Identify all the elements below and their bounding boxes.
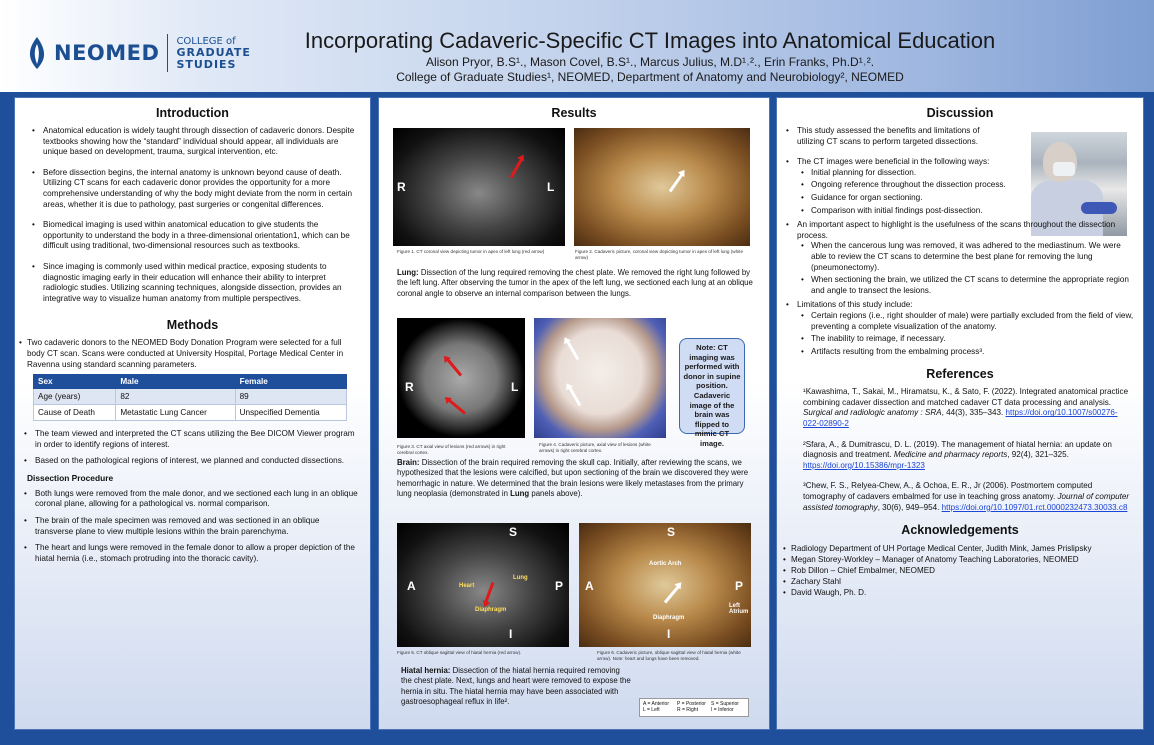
legend-item: P = Posterior [677,701,706,707]
poster-header [0,0,1154,92]
orientation-label-r: R [397,180,406,194]
orientation-label-a: A [585,579,594,593]
hernia-text: Dissection of the hiatal hernia required removing the chest plate. Next, lungs and heart were removed to expose the hernia in situ. The hiatal hernia may have been associated with gastroesophageal reflux in life². [401,666,631,707]
orientation-label-i: I [509,627,513,641]
logo-divider [167,34,168,72]
logo-line-3: STUDIES [176,57,237,71]
reference-link[interactable]: https://doi.org/10.1007/s00276-022-02890-2 [803,408,1118,429]
list-item [777,157,1135,216]
figure-4-caption: Figure 4. Cadaveric picture, axial view of lesions (white arrows) in right cerebral cortex. [539,442,651,453]
white-arrow-icon [664,585,680,604]
list-item [777,220,1135,296]
legend-item: A = Anterior [643,701,669,707]
list-item: • Before dissection begins, the internal anatomy is unknown beyond cause of death. Utilizing CT scans for each cadaveric donor provides the opportunity for a more comprehensive understanding of why the body might deviate from the norm in certain areas, whether it is due to pathology, past surgeries or congenital differences. [23,168,356,210]
limits-lead: Limitations of this study include: [797,300,913,310]
figure-5-caption: Figure 5. CT oblique sagittal view of hiatal hernia (red arrow). [397,650,522,655]
orientation-legend [639,698,749,717]
poster-authors [200,55,1100,85]
list-item: • Anatomical education is widely taught through dissection of cadaveric donors. Despite textbooks showing how the “standard” individual should appear, all individuals are unique based on development, trauma, surgical intervention, etc. [23,126,356,158]
list-item: • Based on the pathological regions of interest, we planned and conducted dissections. [15,456,360,467]
affiliation-list: College of Graduate Studies¹, NEOMED, Department of Anatomy and Neurobiology², NEOMED [396,70,904,84]
orientation-label-s: S [667,525,676,539]
table-row [34,389,347,405]
figure-6-caption: Figure 6. Cadaveric picture, oblique sagittal view of hiatal hernia (white arrow). Note: heart and lungs have been removed. [597,650,741,661]
list-item: • Both lungs were removed from the male donor, and we sectioned each lung in an oblique coronal plane, allowing for a pathological vs. normal comparison. [15,489,358,510]
figure-3-caption: Figure 3. CT axial view of lesions (red arrows) in right cerebral cortex. [397,444,506,455]
hernia-paragraph [401,666,631,708]
brain-text-end: panels above). [529,489,583,499]
list-item: • Ongoing reference throughout the dissection process. [777,180,1013,191]
figure-1-caption: Figure 1. CT coronal view depicting tumor in apex of left lung (red arrow) [397,249,545,254]
cadaver-hernia-image [579,523,751,647]
orientation-label-l: L [511,380,519,394]
reference-text: ¹Kawashima, T., Sakai, M., Hiramatsu, K., & Sato, F. (2022). Integrated anatomical practice combining cadaver dissection and matched cadaver CT data processing and analysis. [803,387,1129,407]
orientation-label-r: R [405,380,414,394]
orientation-label-p: P [735,579,744,593]
aspect-sublist [777,241,1135,296]
flame-logo-icon [26,36,48,70]
logo-name: NEOMED [54,41,160,65]
methods-heading: Methods [166,318,219,333]
legend-item: I = Inferior [711,707,734,714]
orientation-label-i: I [667,627,671,641]
table-cell: Metastatic Lung Cancer [116,405,235,421]
red-arrow-icon [510,158,524,179]
table-header: Male [116,375,235,389]
list-item: • Megan Storey-Workley – Manager of Anatomy Teaching Laboratories, NEOMED [779,554,1143,565]
acknowledgements-list [777,543,1143,598]
reference-journal: Journal of computer assisted tomography [803,492,1130,512]
ct-axial-brain-image [397,318,525,438]
reference-link[interactable]: https://doi.org/10.15386/mpr-1323 [803,460,925,470]
discussion-list [777,126,1143,357]
figure-2-caption: Figure 2. Cadaveric picture, coronal view depicting tumor in apex of left lung (white arrow) [575,249,744,260]
red-arrow-icon [484,582,494,604]
list-item: • Radiology Department of UH Portage Medical Center, Judith Mink, James Prislipsky [779,543,1143,554]
reference-journal: Surgical and radiologic anatomy : SRA [803,408,942,418]
results-column [378,97,770,730]
lung-label: Lung: [397,268,419,277]
table-row [34,405,347,421]
table-header-row [34,375,347,389]
ct-coronal-lung-image [393,128,565,246]
white-arrow-icon [669,173,684,193]
list-item: • The brain of the male specimen was removed and was sectioned in an oblique transverse plane to view multiple lesions within the brain parenchyma. [15,516,358,537]
benefits-sublist [777,168,1013,216]
ct-sagittal-hernia-image [397,523,569,647]
brain-label: Brain: [397,458,420,467]
methods-lead: • Two cadaveric donors to the NEOMED Body Donation Program were selected for a full body CT scan. Scans were conducted at University Hospital, Portage Medical Center in Ravenna using standard scanning parameters. [15,338,370,370]
imaging-note: Note: CT imaging was performed with donor in supine position. Cadaveric image of the brain was flipped to mimic CT image. [679,338,745,434]
reference-item [803,481,1133,513]
procedure-list [15,489,370,565]
legend-item: S = Superior [711,701,739,707]
list-item: • Biomedical imaging is used within anatomical education to give students the opportunity to understand the body in a three-dimensional orientation1, which can be difficult using traditional, two-dimensional resources such as textbooks. [23,220,356,252]
table-cell: 82 [116,389,235,405]
table-header: Sex [34,375,116,389]
orientation-label-a: A [407,579,416,593]
hernia-label: Hiatal hernia: [401,666,451,675]
table-header: Female [235,375,346,389]
orientation-label-s: S [509,525,518,539]
poster-title: Incorporating Cadaveric-Specific CT Images into Anatomical Education [304,28,996,53]
list-item: • When sectioning the brain, we utilized the CT scans to determine the appropriate region and angle to transect the lesions. [777,275,1135,296]
introduction-heading: Introduction [156,106,229,120]
left-atrium-label: Left Atrium [729,603,749,615]
left-column [14,97,371,730]
introduction-list [15,126,370,304]
legend-item: R = Right [677,707,698,714]
list-item: • The heart and lungs were removed in the female donor to allow a proper depiction of the hiatal hernia (i.e., stomach protruding into the thoracic cavity). [15,543,358,564]
table-cell: Age (years) [34,389,116,405]
brain-lung-word: Lung [510,489,530,499]
list-item [777,300,1135,357]
table-cell: Cause of Death [34,405,116,421]
lung-text: Dissection of the lung required removing the chest plate. We removed the right lung followed by the left lung. After observing the tumor in the apex of the left lung, we sectioned each lung at an oblique coronal angle to observe an internal comparison between the lungs. [397,268,753,298]
list-item: • Artifacts resulting from the embalming process³. [777,347,1135,358]
list-item: • When the cancerous lung was removed, it was adhered to the mediastinum. We were able to review the CT scans to determine the best plane for removing the lung (pneumonectomy). [777,241,1135,273]
logo-line-1: COLLEGE of [176,35,236,47]
list-item: • The team viewed and interpreted the CT scans utilizing the Bee DICOM Viewer program in order to identify regions of interest. [15,429,360,450]
reference-link[interactable]: https://doi.org/10.1097/01.rct.0000232473.30033.c8 [941,502,1128,512]
list-item: • Comparison with initial findings post-dissection. [777,206,1013,217]
dissection-procedure-heading: Dissection Procedure [27,472,114,483]
diaphragm-label: Diaphragm [653,615,685,621]
orientation-label-p: P [555,579,564,593]
table-cell: 89 [235,389,346,405]
author-list: Alison Pryor, B.S¹., Mason Covel, B.S¹., Marcus Julius, M.D¹˒²., Erin Franks, Ph.D¹˒². [425,55,875,69]
list-item: • Zachary Stahl [779,576,1143,587]
reference-text: , 44(3), 335–343. [941,408,1006,418]
reference-text: ²Sfara, A., & Dumitrascu, D. L. (2019). The management of hiatal hernia: an update on diagnosis and treatment. [803,439,1112,460]
diaphragm-label: Diaphragm [475,607,507,613]
list-item: • Since imaging is commonly used within medical practice, exposing students to diagnostic imaging early in their education will enhance their ability to interpret radiologic studies. Utilizing scanning techniques, alongside dissection, provides an integrative way to visualize human anatomy from multiple perspectives. [23,262,356,304]
red-arrow-icon [446,358,462,377]
reference-journal: Medicine and pharmacy reports [893,450,1008,460]
aortic-arch-label: Aortic Arch [649,561,682,567]
reference-text: , 92(4), 321–325. [1007,450,1069,460]
heart-label: Heart [459,583,475,589]
brain-paragraph [397,458,757,500]
reference-text: ³Chew, F. S., Relyea-Chew, A., & Ochoa, E. R., Jr (2006). Postmortem computed tomography of cadavers embalmed for use in teaching gross anatomy. [803,481,1093,502]
methods-list [15,429,370,467]
discussion-heading: Discussion [926,106,994,120]
white-arrow-icon [568,386,582,407]
list-item: • Rob Dillon – Chief Embalmer, NEOMED [779,565,1143,576]
reference-text: , 30(6), 949–954. [877,502,942,512]
acknowledgements-heading: Acknowledgements [901,523,1019,538]
reference-item [803,440,1133,472]
donor-table [33,374,347,421]
list-item: • Certain regions (i.e., right shoulder of male) were partially excluded from the field of view, preventing a complete visualization of the anatomy. [777,311,1135,332]
logo-line-2: GRADUATE [176,45,251,59]
legend-item: L = Left [643,707,660,714]
white-arrow-icon [566,340,580,361]
reference-item [803,387,1133,429]
orientation-label-l: L [547,180,555,194]
list-item: • The inability to reimage, if necessary. [777,334,1135,345]
list-item: • Initial planning for dissection. [777,168,1013,179]
results-heading: Results [551,106,597,120]
benefits-lead: The CT images were beneficial in the following ways: [797,157,990,167]
list-item: • David Waugh, Ph. D. [779,587,1143,598]
aspect-lead: An important aspect to highlight is the usefulness of the scans throughout the dissection process. [797,220,1116,240]
lung-paragraph [397,268,757,299]
lung-label: Lung [513,575,528,581]
right-column [776,97,1144,730]
limits-sublist [777,311,1135,357]
list-item: • This study assessed the benefits and limitations of utilizing CT scans to perform targeted dissections. [777,126,1007,147]
red-arrow-icon [447,398,466,414]
references-heading: References [926,367,994,382]
brain-text: Dissection of the brain required removing the skull cap. Initially, after reviewing the scans, we hypothesized that the lesions were calcified, but upon sectioning of the brain we discovered they were hemorrhagic in nature. We determined that the brain lesions were likely metastases from the primary lung neoplasia (demonstrated in [397,458,749,499]
list-item: • Guidance for organ sectioning. [777,193,1013,204]
cadaver-brain-image [534,318,666,438]
table-cell: Unspecified Dementia [235,405,346,421]
cadaver-lung-image [574,128,750,246]
references-list [777,387,1143,513]
